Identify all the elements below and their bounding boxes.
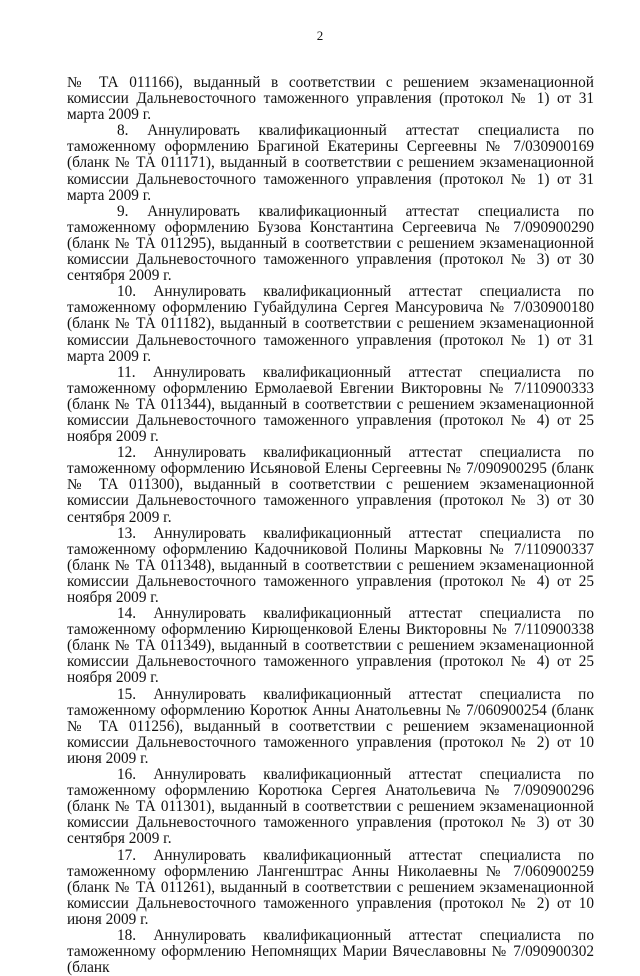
paragraph-item-13: 13. Аннулировать квалификационный аттестат специалиста по таможенному оформлению Кадочниковой Полины Марковны № 7/110900337 (бланк № ТА 011348), выданный в соответствии с решением экзаменационной комиссии Дальневосточного таможенного управления (протокол № 4) от 25 ноября 2009 г. xyxy=(67,524,594,606)
paragraph-item-15: 15. Аннулировать квалификационный аттестат специалиста по таможенному оформлению Коротюк Анны Анатольевны № 7/060900254 (бланк № ТА 011256), выданный в соответствии с решением экзаменационной комиссии Дальневосточного таможенного управления (протокол № 2) от 10 июня 2009 г. xyxy=(67,685,594,767)
document-body xyxy=(67,75,594,976)
paragraph-item-9: 9. Аннулировать квалификационный аттестат специалиста по таможенному оформлению Бузова Константина Сергеевича № 7/090900290 (бланк № ТА 011295), выданный в соответствии с решением экзаменационной комиссии Дальневосточного таможенного управления (протокол № 3) от 30 сентября 2009 г. xyxy=(67,202,594,285)
paragraph-item-14: 14. Аннулировать квалификационный аттестат специалиста по таможенному оформлению Кирющенковой Елены Викторовны № 7/110900338 (бланк № ТА 011349), выданный в соответствии с решением экзаменационной комиссии Дальневосточного таможенного управления (протокол № 4) от 25 ноября 2009 г. xyxy=(67,605,594,687)
paragraph-item-10: 10. Аннулировать квалификационный аттестат специалиста по таможенному оформлению Губайдулина Сергея Мансуровича № 7/030900180 (бланк № ТА 011182), выданный в соответствии с решением экзаменационной комиссии Дальневосточного таможенного управления (протокол № 1) от 31 марта 2009 г. xyxy=(67,283,594,365)
paragraph-item-8: 8. Аннулировать квалификационный аттестат специалиста по таможенному оформлению Брагиной Екатерины Сергеевны № 7/030900169 (бланк № ТА 011171), выданный в соответствии с решением экзаменационной комиссии Дальневосточного таможенного управления (протокол № 1) от 31 марта 2009 г. xyxy=(67,122,594,204)
paragraph-item-11: 11. Аннулировать квалификационный аттестат специалиста по таможенному оформлению Ермолаевой Евгении Викторовны № 7/110900333 (бланк № ТА 011344), выданный в соответствии с решением экзаменационной комиссии Дальневосточного таможенного управления (протокол № 4) от 25 ноября 2009 г. xyxy=(67,363,594,446)
page-number: 2 xyxy=(316,28,324,43)
paragraph-item-17: 17. Аннулировать квалификационный аттестат специалиста по таможенному оформлению Лангенштрас Анны Николаевны № 7/060900259 (бланк № ТА 011261), выданный в соответствии с решением экзаменационной комиссии Дальневосточного таможенного управления (протокол № 2) от 10 июня 2009 г. xyxy=(67,846,594,928)
paragraph-continuation: № ТА 011166), выданный в соответствии с решением экзаменационной комиссии Дальневосточного таможенного управления (протокол № 1) от 31 марта 2009 г. xyxy=(67,74,594,124)
paragraph-item-18: 18. Аннулировать квалификационный аттестат специалиста по таможенному оформлению Непомнящих Марии Вячеславовны № 7/090900302 (бланк xyxy=(67,926,594,976)
paragraph-item-12: 12. Аннулировать квалификационный аттестат специалиста по таможенному оформлению Исьяновой Елены Сергеевны № 7/090900295 (бланк № ТА 011300), выданный в соответствии с решением экзаменационной комиссии Дальневосточного таможенного управления (протокол № 3) от 30 сентября 2009 г. xyxy=(67,444,594,526)
paragraph-item-16: 16. Аннулировать квалификационный аттестат специалиста по таможенному оформлению Коротюка Сергея Анатольевича № 7/090900296 (бланк № ТА 011301), выданный в соответствии с решением экзаменационной комиссии Дальневосточного таможенного управления (протокол № 3) от 30 сентября 2009 г. xyxy=(67,766,594,848)
